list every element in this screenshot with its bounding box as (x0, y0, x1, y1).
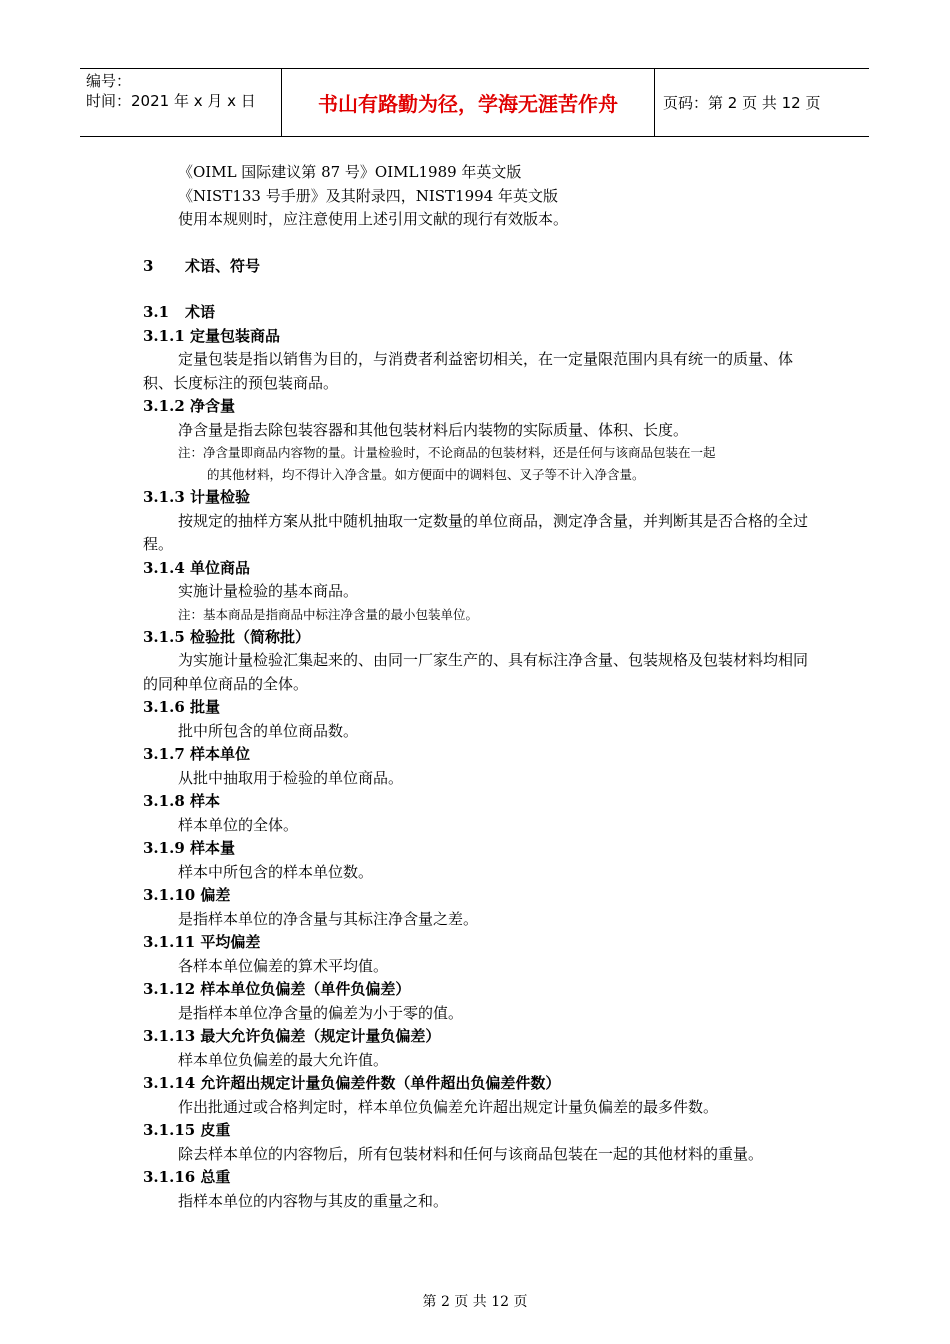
term-heading: 3.1.6 批量 (143, 698, 220, 716)
term-definition: 样本单位负偏差的最大允许值。 (178, 1050, 389, 1069)
section-heading-3-1 (143, 301, 811, 325)
term-definition: 是指样本单位的净含量与其标注净含量之差。 (178, 909, 479, 928)
term-definition: 从批中抽取用于检验的单位商品。 (178, 768, 404, 787)
term-heading: 3.1.3 计量检验 (143, 488, 250, 506)
header-page-label: 页码：第 2 页 共 12 页 (663, 94, 821, 112)
term-definition: 是指样本单位净含量的偏差为小于零的值。 (178, 1003, 464, 1022)
document-number-label: 编号： (86, 72, 132, 90)
section-title: 术语 (185, 303, 216, 321)
section-title: 术语、符号 (185, 256, 261, 275)
document-date-label: 时间：2021 年 x 月 x 日 (86, 92, 256, 110)
term-heading: 3.1.12 样本单位负偏差（单件负偏差） (143, 980, 411, 998)
term-definition: 为实施计量检验汇集起来的、由同一厂家生产的、具有标注净含量、包装规格及包装材料均相同的同种单位商品的全体。 (143, 651, 809, 693)
term-definition: 各样本单位偏差的算术平均值。 (178, 956, 389, 975)
term-heading: 3.1.10 偏差 (143, 886, 231, 904)
term-definition: 净含量是指去除包装容器和其他包装材料后内装物的实际质量、体积、长度。 (178, 420, 689, 439)
term-heading: 3.1.15 皮重 (143, 1121, 231, 1139)
page-header (80, 68, 869, 137)
term-definition: 实施计量检验的基本商品。 (178, 582, 359, 600)
term-definition: 批中所包含的单位商品数。 (178, 721, 359, 740)
section-number: 3.1 (143, 303, 170, 321)
term-heading: 3.1.4 单位商品 (143, 558, 250, 577)
term-heading: 3.1.5 检验批（简称批） (143, 627, 310, 646)
section-number: 3 (143, 256, 154, 275)
term-definition: 指样本单位的内容物与其皮的重量之和。 (178, 1191, 449, 1210)
reference-line: 《OIML 国际建议第 87 号》OIML1989 年英文版 (178, 163, 522, 181)
term-heading: 3.1.9 样本量 (143, 839, 235, 857)
term-definition: 样本中所包含的样本单位数。 (178, 862, 374, 881)
reference-note: 使用本规则时，应注意使用上述引用文献的现行有效版本。 (178, 210, 569, 228)
term-note: 注：基本商品是指商品中标注净含量的最小包装单位。 (178, 606, 479, 622)
header-meta (80, 69, 282, 136)
header-motto: 书山有路勤为径，学海无涯苦作舟 (282, 69, 655, 136)
term-definition: 按规定的抽样方案从批中随机抽取一定数量的单位商品，测定净含量，并判断其是否合格的全过程。 (143, 511, 809, 553)
term-definition: 除去样本单位的内容物后，所有包装材料和任何与该商品包装在一起的其他材料的重量。 (178, 1144, 764, 1163)
document-body (143, 161, 811, 1213)
term-heading: 3.1.14 允许超出规定计量负偏差件数（单件超出负偏差件数） (143, 1074, 561, 1092)
term-note-continued: 的其他材料，均不得计入净含量。如方便面中的调料包、叉子等不计入净含量。 (207, 467, 645, 482)
term-heading: 3.1.8 样本 (143, 792, 220, 810)
term-definition: 定量包装是指以销售为目的，与消费者利益密切相关，在一定量限范围内具有统一的质量、体积、长度标注的预包装商品。 (143, 350, 794, 392)
term-heading: 3.1.11 平均偏差 (143, 933, 261, 951)
term-heading: 3.1.2 净含量 (143, 397, 235, 415)
page-footer: 第 2 页 共 12 页 (422, 1294, 528, 1310)
term-heading: 3.1.16 总重 (143, 1168, 231, 1186)
term-heading: 3.1.1 定量包装商品 (143, 326, 280, 345)
section-heading-3 (143, 255, 811, 279)
term-note: 注：净含量即商品内容物的量。计量检验时，不论商品的包装材料，还是任何与该商品包装在一起 (178, 445, 716, 460)
reference-line: 《NIST133 号手册》及其附录四，NIST1994 年英文版 (178, 186, 559, 205)
term-definition: 样本单位的全体。 (178, 815, 299, 834)
term-heading: 3.1.7 样本单位 (143, 745, 250, 763)
term-heading: 3.1.13 最大允许负偏差（规定计量负偏差） (143, 1027, 441, 1045)
term-definition: 作出批通过或合格判定时，样本单位负偏差允许超出规定计量负偏差的最多件数。 (178, 1097, 719, 1116)
